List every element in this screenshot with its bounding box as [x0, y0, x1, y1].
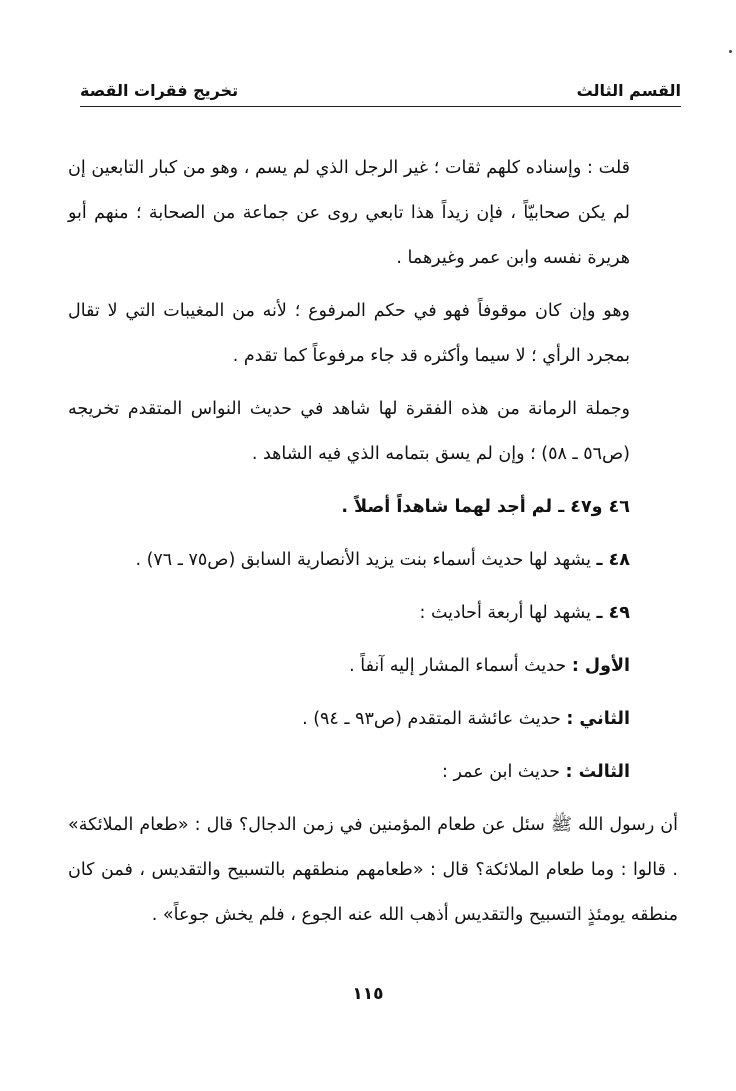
paragraph-6: [68, 591, 678, 636]
item-number-49: ٤٩ ـ: [596, 603, 630, 623]
scan-speck: [729, 50, 732, 53]
paragraph-1: قلت : وإسناده كلهم ثقات ؛ غير الرجل الذي لم يسم ، وهو من كبار التابعين إن لم يكن صحابيّاً ، فإن زيداً هذا تابعي روى عن جماعة من الصحابة ؛ منهم أبو هريرة نفسه وابن عمر وغيرهما .: [68, 158, 630, 268]
paragraph-5: [68, 538, 678, 583]
paragraph-10: أن رسول الله ﷺ سئل عن طعام المؤمنين في زمن الدجال؟ قال : «طعام الملائكة» . قالوا : وما طعام الملائكة؟ قال : «طعامهم منطقهم بالتسبيح والتقديس ، فمن كان منطقه يومئذٍ التسبيح والتقديس أذهب الله عنه الجوع ، فلم يخش جوعاً» .: [68, 815, 678, 925]
paragraph-4: ٤٦ و٤٧ ـ لم أجد لهما شاهداً أصلاً .: [341, 497, 630, 517]
paragraph-8: [68, 697, 678, 742]
text-second: حديث عائشة المتقدم (ص٩٣ ـ ٩٤) .: [302, 709, 561, 729]
header-section: القسم الثالث: [576, 81, 681, 100]
paragraph-2: وهو وإن كان موقوفاً فهو في حكم المرفوع ؛ لأنه من المغيبات التي لا تقال بمجرد الرأي ؛ لا سيما وأكثره قد جاء مرفوعاً كما تقدم .: [68, 301, 630, 366]
header-title: تخريج فقرات القصة: [80, 81, 239, 100]
lead-first: الأول :: [571, 656, 630, 676]
page-body: [68, 146, 678, 938]
item-text-48: يشهد لها حديث أسماء بنت يزيد الأنصارية السابق (ص٧٥ ـ ٧٦) .: [135, 550, 591, 570]
paragraph-9: [68, 750, 678, 795]
page-number: ١١٥: [352, 984, 384, 1004]
running-header: [80, 74, 681, 100]
item-number-48: ٤٨ ـ: [596, 550, 630, 570]
text-third: حديث ابن عمر :: [442, 762, 560, 782]
header-rule: [80, 106, 681, 107]
lead-second: الثاني :: [566, 709, 630, 729]
text-first: حديث أسماء المشار إليه آنفاً .: [349, 656, 567, 676]
item-text-49: يشهد لها أربعة أحاديث :: [419, 603, 591, 623]
paragraph-3: وجملة الرمانة من هذه الفقرة لها شاهد في حديث النواس المتقدم تخريجه (ص٥٦ ـ ٥٨) ؛ وإن لم يسق بتمامه الذي فيه الشاهد .: [68, 399, 630, 464]
paragraph-7: [68, 644, 678, 689]
lead-third: الثالث :: [565, 762, 630, 782]
